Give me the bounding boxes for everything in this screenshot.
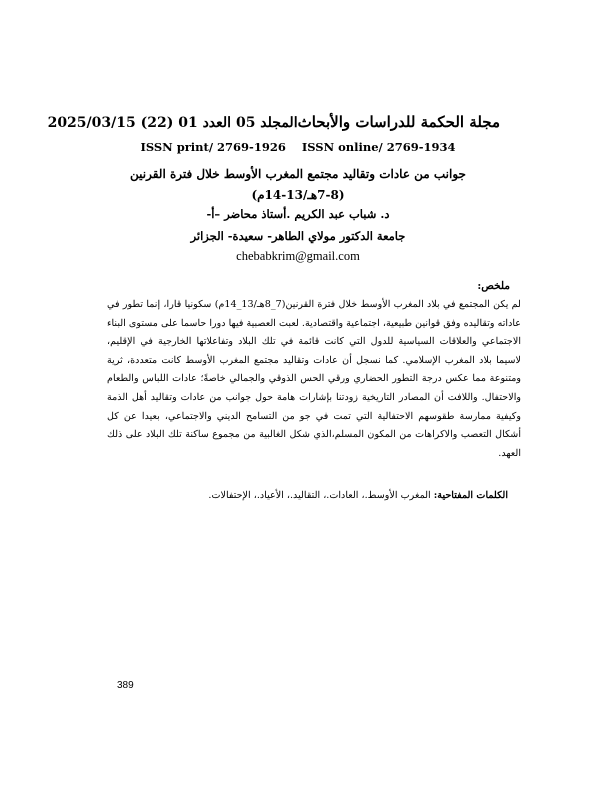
article-title	[0, 164, 596, 206]
issn-online: ISSN online/ 2769-1934	[301, 140, 456, 154]
author-name: د. شباب عبد الكريم .أستاذ محاضر –أ-	[206, 207, 390, 221]
abstract-heading: ملخص:	[477, 280, 510, 292]
page-number: 389	[117, 680, 134, 691]
keywords	[94, 490, 508, 501]
article-title-line2: (7-8هـ/13-14م)	[251, 188, 345, 202]
keywords-label: الكلمات المفتاحية:	[433, 490, 508, 501]
journal-name: مجلة الحكمة للدراسات والأبحاث	[297, 113, 500, 131]
issn-print: ISSN print/ 2769-1926	[140, 140, 286, 154]
issue-info: المجلد 05 العدد 01 (22) 2025/03/15	[47, 115, 298, 131]
article-title-line1: جوانب من عادات وتقاليد مجتمع المغرب الأوسط خلال فترة القرنين	[130, 167, 466, 181]
abstract-body: لم يكن المجتمع في بلاد المغرب الأوسط خلال فترة القرنين(7_8هـ/13_14م) سكونيا قارا، إنما تطور في عاداته وتقاليده وفق قوانين طبيعية، اجتماعية واقتصادية. لعبت العصبية فيها دورا حاسما على مستوى البناء الاجتماعي والعلاقات السياسية للدول التي كانت قائمة في تلك البلاد وتفاعلاتها الخارجية في الإقليم، لاسيما بلاد المغرب الإسلامي. كما نسجل أن عادات وتقاليد مجتمع المغرب الأوسط كانت متعددة، ثرية ومتنوعة مما عكس درجة التطور الحضاري ورقي الحس الذوقي والجمالي خاصةً؛ عادات اللباس والطعام والاحتفال. واللافت أن المصادر التاريخية زودتنا بإشارات هامة حول جوانب من عادات وتقاليد أهل الذمة وكيفية ممارسة طقوسهم الاحتفالية التي تمت في جو من التسامح الديني والاجتماعي، بعيدا عن كل أشكال التعصب والاكراهات من المكون المسلم،الذي شكل الغالبية من مجموع ساكنة تلك البلاد على ذلك العهد.	[107, 299, 521, 459]
author-email[interactable]: chebabkrim@gmail.com	[236, 249, 360, 263]
author-affiliation: جامعة الدكتور مولاي الطاهر- سعيدة- الجزائر	[190, 229, 406, 243]
journal-header	[47, 113, 500, 131]
keywords-text: المغرب الأوسط.، العادات.، التقاليد.، الأعياد.، الإحتفالات.	[208, 490, 434, 501]
issn-line	[0, 140, 596, 154]
